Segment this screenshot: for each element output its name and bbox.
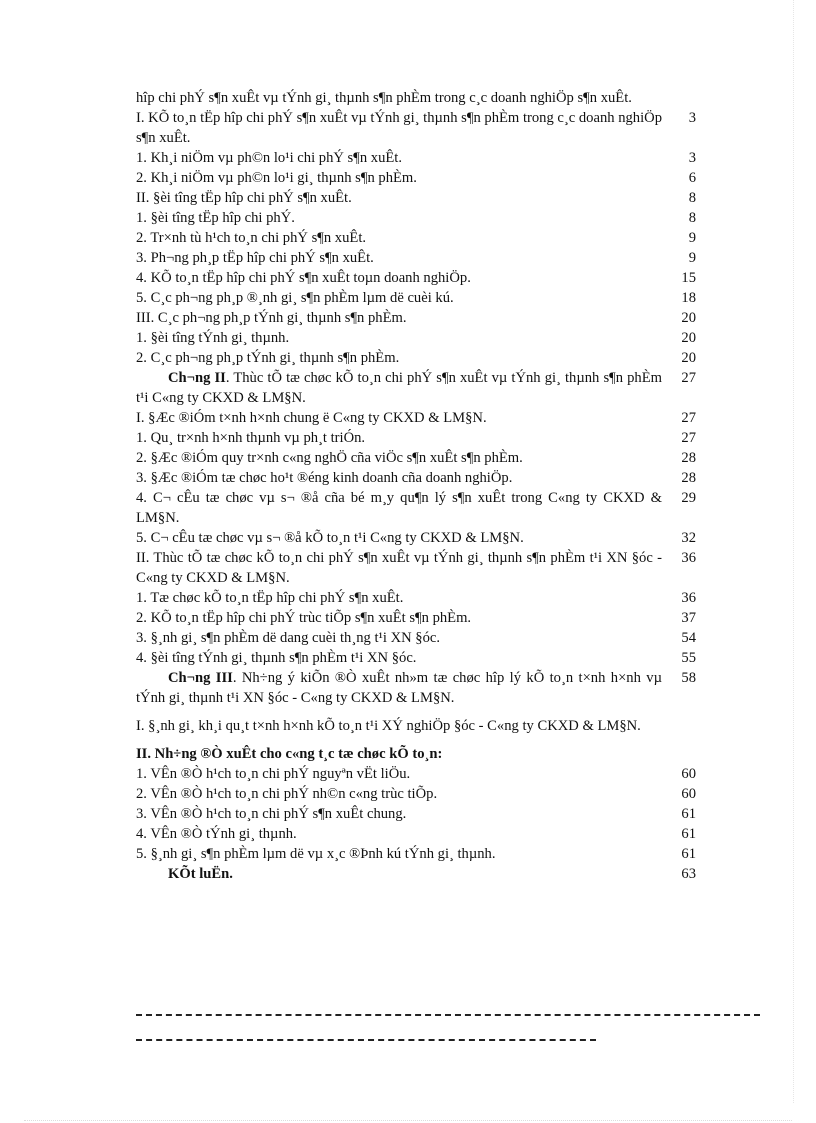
toc-entry-text: 4. §èi tîng tÝnh gi¸ thµnh s¶n phÈm t¹i XN §óc.: [136, 650, 417, 666]
toc-entry-text: 5. C¬ cÊu tæ chøc vµ s¬ ®å kÕ to¸n t¹i C«ng ty CKXD & LM§N.: [136, 530, 524, 546]
toc-entry: [136, 348, 696, 368]
toc-entry-text: II. Thùc tÕ tæ chøc kÕ to¸n chi phÝ s¶n xuÊt vµ tÝnh gi¸ thµnh s¶n phÈm t¹i XN §óc - C«ng ty CKXD & LM§N.: [136, 550, 662, 586]
toc-entry-page-number: 28: [681, 450, 696, 466]
toc-entry: [136, 108, 696, 148]
toc-entry-page-number: 15: [681, 270, 696, 286]
toc-entry-bold-label: Ch¬ng II: [168, 370, 226, 386]
toc-entry: [136, 608, 696, 628]
toc-entry-page-number: 3: [688, 110, 696, 126]
toc-entry-title: [136, 168, 662, 188]
toc-entry: [136, 428, 696, 448]
toc-entry: [136, 824, 696, 844]
page-bottom-guide: [24, 1120, 792, 1121]
toc-spacer: [136, 708, 696, 716]
toc-entry-title: [136, 716, 662, 736]
toc-entry-title: [136, 588, 662, 608]
toc-entry-page-number: 54: [681, 630, 696, 646]
toc-entry: [136, 228, 696, 248]
toc-entry-text: I. §¸nh gi¸ kh¸i qu¸t t×nh h×nh kÕ to¸n t¹i XÝ nghiÖp §óc - C«ng ty CKXD & LM§N.: [136, 718, 641, 734]
toc-entry-title: [136, 764, 662, 784]
toc-entry-title: [136, 864, 662, 884]
toc-entry-title: [136, 784, 662, 804]
toc-entry-title: [136, 368, 662, 408]
page-margin-guide: [793, 0, 794, 1103]
toc-entry-title: [136, 208, 662, 228]
toc-entry-title: [136, 468, 662, 488]
toc-entry-text: 1. VÊn ®Ò h¹ch to¸n chi phÝ nguyªn vËt liÖu.: [136, 766, 411, 782]
toc-entry: [136, 764, 696, 784]
toc-entry: [136, 716, 696, 736]
toc-entry-title: [136, 308, 662, 328]
toc-entry: [136, 168, 696, 188]
toc-entry: [136, 864, 696, 884]
toc-entry-title: [136, 548, 662, 588]
toc-entry-title: [136, 348, 662, 368]
toc-entry-text: . Thùc tÕ tæ chøc kÕ to¸n chi phÝ s¶n xuÊt vµ tÝnh gi¸ thµnh s¶n phÈm t¹i C«ng ty CKXD & LM§N.: [136, 370, 662, 406]
toc-entry-page-number: 28: [681, 470, 696, 486]
toc-entry-page-number: 58: [681, 670, 696, 686]
toc-entry: [136, 328, 696, 348]
toc-entry: [136, 548, 696, 588]
toc-entry-page-number: 32: [681, 530, 696, 546]
toc-entry-page-number: 60: [681, 786, 696, 802]
toc-entry-page-number: 37: [681, 610, 696, 626]
toc-entry-page-number: 60: [681, 766, 696, 782]
toc-entry-title: [136, 328, 662, 348]
toc-entry-text: 5. C¸c ph¬ng ph¸p ®¸nh gi¸ s¶n phÈm lµm dë cuèi kú.: [136, 290, 454, 306]
dashed-separator-line-1: [136, 1014, 760, 1016]
toc-entry-text: 2. VÊn ®Ò h¹ch to¸n chi phÝ nh©n c«ng trùc tiÕp.: [136, 786, 438, 802]
toc-entry-text: 1. §èi tîng tÝnh gi¸ thµnh.: [136, 330, 290, 346]
toc-entry-text: I. §Æc ®iÓm t×nh h×nh chung ë C«ng ty CKXD & LM§N.: [136, 410, 487, 426]
toc-entry-page-number: 9: [688, 250, 696, 266]
toc-entry-title: [136, 648, 662, 668]
toc-entry-title: [136, 148, 662, 168]
toc-entry-title: [136, 88, 662, 108]
toc-entry: [136, 288, 696, 308]
toc-entry: [136, 448, 696, 468]
toc-entry-title: [136, 804, 662, 824]
toc-entry-text: II. §èi tîng tËp hîp chi phÝ s¶n xuÊt.: [136, 190, 352, 206]
toc-entry: [136, 208, 696, 228]
toc-entry: [136, 148, 696, 168]
toc-entry-page-number: 55: [681, 650, 696, 666]
toc-entry-title: [136, 528, 662, 548]
toc-entry-bold-label: II. Nh÷ng ®Ò xuÊt cho c«ng t¸c tæ chøc kÕ to¸n:: [136, 746, 443, 762]
toc-entry-page-number: 29: [681, 490, 696, 506]
toc-entry-text: 5. §¸nh gi¸ s¶n phÈm lµm dë vµ x¸c ®Þnh kú tÝnh gi¸ thµnh.: [136, 846, 496, 862]
toc-entry: [136, 88, 696, 108]
dashed-separator-line-2: [136, 1039, 596, 1041]
toc-entry: [136, 784, 696, 804]
toc-entry-page-number: 61: [681, 806, 696, 822]
toc-entry-text: 3. VÊn ®Ò h¹ch to¸n chi phÝ s¶n xuÊt chung.: [136, 806, 407, 822]
toc-entry: [136, 804, 696, 824]
toc-entry-page-number: 3: [688, 150, 696, 166]
toc-entry-page-number: 36: [681, 550, 696, 566]
toc-entry: [136, 248, 696, 268]
toc-entry-text: 2. Kh¸i niÖm vµ ph©n lo¹i gi¸ thµnh s¶n phÈm.: [136, 170, 417, 186]
toc-entry-text: 4. C¬ cÊu tæ chøc vµ s¬ ®å cña bé m¸y qu¶n lý s¶n xuÊt trong C«ng ty CKXD & LM§N.: [136, 490, 662, 526]
toc-entry: [136, 588, 696, 608]
toc-entry-text: 2. Tr×nh tù h¹ch to¸n chi phÝ s¶n xuÊt.: [136, 230, 367, 246]
toc-entry-page-number: 6: [688, 170, 696, 186]
toc-entry-page-number: 20: [681, 310, 696, 326]
table-of-contents: [136, 88, 696, 884]
toc-entry-page-number: 27: [681, 370, 696, 386]
toc-entry-text: 1. Tæ chøc kÕ to¸n tËp hîp chi phÝ s¶n xuÊt.: [136, 590, 404, 606]
toc-entry-page-number: 9: [688, 230, 696, 246]
toc-entry-text: 4. VÊn ®Ò tÝnh gi¸ thµnh.: [136, 826, 297, 842]
toc-entry-title: [136, 628, 662, 648]
toc-entry-text: 2. C¸c ph¬ng ph¸p tÝnh gi¸ thµnh s¶n phÈm.: [136, 350, 400, 366]
toc-entry-title: [136, 268, 662, 288]
toc-entry-title: [136, 248, 662, 268]
toc-entry-title: [136, 824, 662, 844]
toc-entry-page-number: 20: [681, 350, 696, 366]
toc-entry-page-number: 61: [681, 846, 696, 862]
toc-entry-title: [136, 448, 662, 468]
toc-entry: [136, 628, 696, 648]
toc-entry: [136, 188, 696, 208]
toc-entry-title: [136, 668, 662, 708]
toc-entry-text: 1. §èi tîng tËp hîp chi phÝ.: [136, 210, 295, 226]
toc-entry: [136, 668, 696, 708]
toc-entry-page-number: 8: [688, 190, 696, 206]
toc-entry-text: . Nh÷ng ý kiÕn ®Ò xuÊt nh»m tæ chøc hîp lý kÕ to¸n t×nh h×nh vµ tÝnh gi¸ thµnh t¹i XN §óc - C«ng ty CKXD & LM§N.: [136, 670, 662, 706]
toc-entry-page-number: 63: [681, 866, 696, 882]
toc-entry-text: I. KÕ to¸n tËp hîp chi phÝ s¶n xuÊt vµ tÝnh gi¸ thµnh s¶n phÈm trong c¸c doanh nghiÖp s¶n xuÊt.: [136, 110, 662, 146]
toc-entry: [136, 488, 696, 528]
toc-entry: [136, 844, 696, 864]
toc-entry-page-number: 61: [681, 826, 696, 842]
toc-entry-title: [136, 228, 662, 248]
toc-entry-page-number: 27: [681, 430, 696, 446]
toc-entry-text: 1. Qu¸ tr×nh h×nh thµnh vµ ph¸t triÓn.: [136, 430, 366, 446]
toc-spacer: [136, 736, 696, 744]
toc-entry-text: 3. §¸nh gi¸ s¶n phÈm dë dang cuèi th¸ng t¹i XN §óc.: [136, 630, 441, 646]
toc-entry-page-number: 27: [681, 410, 696, 426]
toc-entry: [136, 744, 696, 764]
toc-entry-bold-label: Ch¬ng III: [168, 670, 233, 686]
toc-entry: [136, 528, 696, 548]
toc-entry-text: 3. Ph¬ng ph¸p tËp hîp chi phÝ s¶n xuÊt.: [136, 250, 374, 266]
toc-entry-text: hîp chi phÝ s¶n xuÊt vµ tÝnh gi¸ thµnh s¶n phÈm trong c¸c doanh nghiÖp s¶n xuÊt.: [136, 90, 632, 106]
toc-entry-text: 4. KÕ to¸n tËp hîp chi phÝ s¶n xuÊt toµn doanh nghiÖp.: [136, 270, 471, 286]
toc-entry-bold-label: KÕt luËn.: [168, 866, 233, 882]
toc-entry-title: [136, 744, 662, 764]
toc-entry-title: [136, 288, 662, 308]
toc-entry-title: [136, 488, 662, 528]
toc-entry-page-number: 36: [681, 590, 696, 606]
toc-entry-text: 2. §Æc ®iÓm quy tr×nh c«ng nghÖ cña viÖc s¶n xuÊt s¶n phÈm.: [136, 450, 523, 466]
toc-entry-page-number: 18: [681, 290, 696, 306]
toc-entry-text: III. C¸c ph¬ng ph¸p tÝnh gi¸ thµnh s¶n phÈm.: [136, 310, 407, 326]
toc-entry-text: 2. KÕ to¸n tËp hîp chi phÝ trùc tiÕp s¶n xuÊt s¶n phÈm.: [136, 610, 472, 626]
toc-entry-page-number: 8: [688, 210, 696, 226]
toc-entry: [136, 268, 696, 288]
toc-entry: [136, 648, 696, 668]
toc-entry-text: 1. Kh¸i niÖm vµ ph©n lo¹i chi phÝ s¶n xuÊt.: [136, 150, 403, 166]
toc-entry: [136, 368, 696, 408]
toc-entry-page-number: 20: [681, 330, 696, 346]
toc-entry: [136, 468, 696, 488]
toc-entry-title: [136, 844, 662, 864]
toc-entry-title: [136, 188, 662, 208]
toc-entry-title: [136, 408, 662, 428]
toc-entry-text: 3. §Æc ®iÓm tæ chøc ho¹t ®éng kinh doanh cña doanh nghiÖp.: [136, 470, 513, 486]
toc-entry-title: [136, 428, 662, 448]
toc-entry-title: [136, 108, 662, 148]
toc-entry-title: [136, 608, 662, 628]
toc-entry: [136, 408, 696, 428]
toc-entry: [136, 308, 696, 328]
